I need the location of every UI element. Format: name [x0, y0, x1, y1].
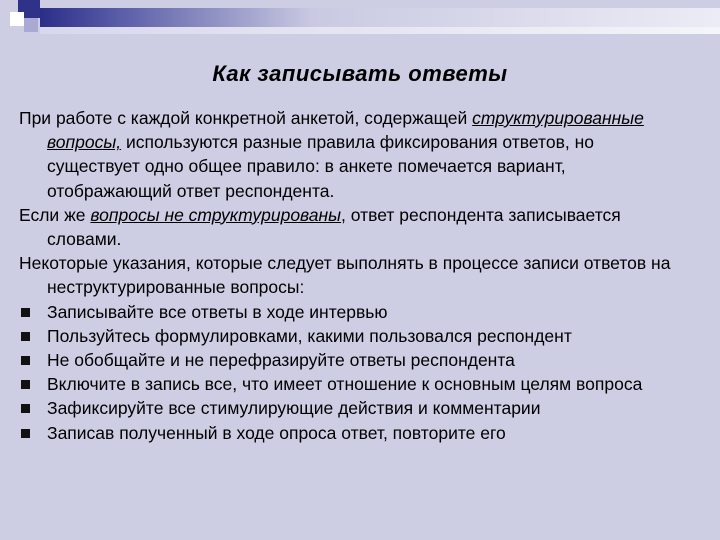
slide-title: Как записывать ответы — [212, 60, 508, 86]
list-item — [19, 372, 689, 396]
square-bullet-icon — [21, 429, 30, 438]
square-bullet-icon — [21, 356, 30, 365]
corner-square-white — [10, 12, 24, 26]
list-item-text: Зафиксируйте все стимулирующие действия и комментарии — [47, 398, 541, 419]
list-item-text: Пользуйтесь формулировками, какими пользовался респондент — [47, 325, 572, 346]
paragraph-text: используются разные правила фиксирования ответов, но существует одно общее правило: в анкете помечается вариант, отображающий ответ респондента. — [47, 132, 595, 201]
corner-square-lavender — [24, 18, 38, 32]
square-bullet-icon — [21, 308, 30, 317]
list-item — [19, 421, 689, 445]
list-item — [19, 300, 689, 324]
square-bullet-icon — [21, 404, 30, 413]
paragraph-instructions-intro: Некоторые указания, которые следует выполнять в процессе записи ответов на неструктурированные вопросы: — [19, 253, 671, 298]
list-item-text: Включите в запись все, что имеет отношение к основным целям вопроса — [47, 374, 643, 395]
slide-body — [19, 106, 689, 445]
list-item — [19, 348, 689, 372]
paragraph-text: , ответ респондента записывается словами. — [47, 204, 621, 250]
square-bullet-icon — [21, 332, 30, 341]
list-item — [19, 324, 689, 348]
list-item-text: Записывайте все ответы в ходе интервью — [47, 301, 388, 322]
list-item — [19, 396, 689, 420]
underlined-term: структурированные вопросы, — [47, 108, 644, 153]
paragraph-structured — [19, 106, 689, 203]
instructions-list — [19, 300, 689, 445]
paragraph-text: Если же — [19, 204, 91, 225]
square-bullet-icon — [21, 380, 30, 389]
paragraph-text: При работе с каждой конкретной анкетой, содержащей — [19, 108, 473, 128]
paragraph-unstructured — [19, 203, 689, 251]
list-item-text: Не обобщайте и не перефразируйте ответы респондента — [47, 350, 515, 371]
header-white-strip — [40, 27, 720, 34]
list-item-text: Записав полученный в ходе опроса ответ, повторите его — [47, 422, 506, 443]
underlined-term: вопросы не структурированы — [90, 204, 342, 225]
